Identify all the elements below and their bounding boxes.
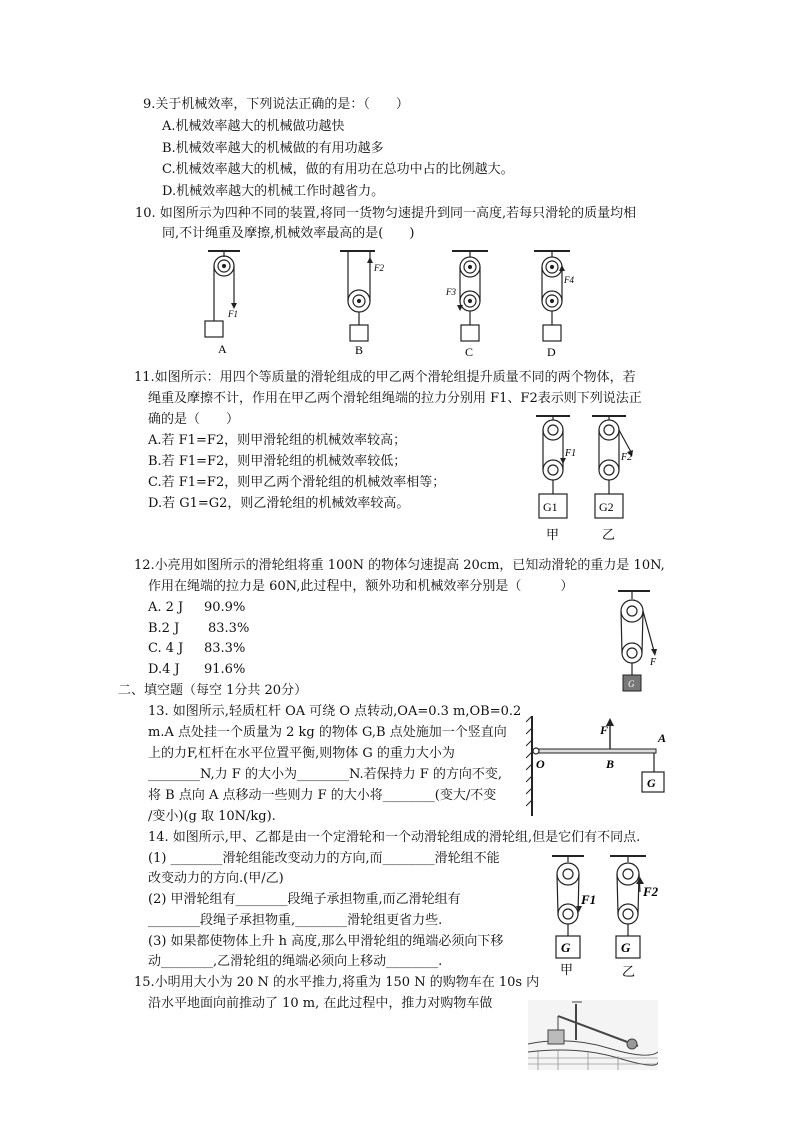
q11-force-f2: F2 xyxy=(621,452,633,463)
q10-force-f1: F1 xyxy=(228,309,238,319)
q9-option-b: B.机械效率越大的机械做的有用功越多 xyxy=(162,141,384,156)
q13-label-b: B xyxy=(606,757,615,771)
q12-stem-line2: 作用在绳端的拉力是 60N,此过程中，额外功和机械效率分别是（ ） xyxy=(148,579,574,594)
q13-line1: 13. 如图所示,轻质杠杆 OA 可绕 O 点转动,OA=0.3 m,OB=0.2 xyxy=(148,704,522,719)
q11-label-yi: 乙 xyxy=(602,527,616,542)
q14-sub1b: 改变动力的方向.(甲/乙) xyxy=(148,871,284,886)
q11-weight-g1: G1 xyxy=(543,500,558,514)
q11-option-c: C.若 F1=F2，则甲乙两个滑轮组的机械效率相等； xyxy=(148,475,446,490)
q10-stem-line1: 10. 如图所示为四种不同的装置,将同一货物匀速提升到同一高度,若每只滑轮的质量均相 xyxy=(135,206,637,221)
q14-force-f2: F2 xyxy=(643,884,659,899)
q14-pulley-figures xyxy=(548,852,668,980)
q10-label-a: A xyxy=(218,342,227,356)
q13-lever-figure xyxy=(526,712,668,824)
q15-line2: 沿水平地面向前推动了 10 m, 在此过程中，推力对购物车做 xyxy=(148,996,493,1011)
q11-pulley-figures xyxy=(530,412,650,546)
q11-option-b: B.若 F1=F2，则甲滑轮组的机械效率较低； xyxy=(148,454,407,469)
q10-label-b: B xyxy=(355,343,364,357)
q13-line3: 上的力F,杠杆在水平位置平衡,则物体 G 的重力大小为 xyxy=(148,746,455,761)
q12-option-c-value: 83.3% xyxy=(204,641,246,656)
q12-weight-g: G xyxy=(628,679,635,689)
section-2-title: 二、填空题（每空 1分共 20分） xyxy=(118,683,308,698)
q11-stem-line2: 绳重及摩擦不计，作用在甲乙两个滑轮组绳端的拉力分别用 F1、F2表示则下列说法正 xyxy=(148,391,642,406)
q10-force-f2: F2 xyxy=(374,263,384,273)
q13-label-a: A xyxy=(658,731,667,745)
q13-line6: /变小)(g 取 10N/kg). xyxy=(148,809,276,824)
q12-option-b-label: B.2 J xyxy=(148,621,180,636)
q10-label-d: D xyxy=(547,345,556,359)
q10-pulley-figures xyxy=(190,245,590,363)
q14-weight-yi: G xyxy=(621,940,631,955)
q11-label-jia: 甲 xyxy=(546,527,560,542)
q13-label-o: O xyxy=(536,757,545,771)
q14-label-jia: 甲 xyxy=(560,962,574,977)
q13-line2: m.A 点处挂一个质量为 2 kg 的物体 G,B 点处施加一个竖直向 xyxy=(148,725,507,740)
q12-stem-line1: 12.小亮用如图所示的滑轮组将重 100N 的物体匀速提高 20cm，已知动滑轮的重力是 10N, xyxy=(134,558,665,573)
q12-option-d-value: 91.6% xyxy=(204,662,246,677)
q14-sub1a: (1) ________滑轮组能改变动力的方向,而________滑轮组不能 xyxy=(148,851,500,866)
q14-label-yi: 乙 xyxy=(622,964,636,979)
q13-label-f: F xyxy=(600,723,609,737)
q11-option-a: A.若 F1=F2，则甲滑轮组的机械效率较高； xyxy=(148,433,407,448)
q11-weight-g2: G2 xyxy=(599,500,614,514)
q9-option-a: A.机械效率越大的机械做功越快 xyxy=(162,119,345,134)
q9-stem: 9.关于机械效率，下列说法正确的是：（ ） xyxy=(143,97,409,112)
q15-crane-illustration xyxy=(528,1000,658,1070)
q12-option-a-value: 90.9% xyxy=(204,600,246,615)
q9-option-d: D.机械效率越大的机械工作时越省力。 xyxy=(162,184,385,199)
q12-option-a-label: A. 2 J xyxy=(148,600,184,615)
q9-option-c: C.机械效率越大的机械，做的有用功在总功中占的比例越大。 xyxy=(162,162,514,177)
q12-pulley-figure xyxy=(612,587,662,695)
q12-option-b-value: 83.3% xyxy=(208,621,250,636)
q14-force-f1: F1 xyxy=(581,892,597,907)
q14-weight-jia: G xyxy=(561,940,571,955)
q13-label-g: G xyxy=(647,776,656,790)
q11-stem-line3: 确的是（ ） xyxy=(148,412,240,427)
q12-force-f: F xyxy=(650,657,657,668)
q15-line1: 15.小明用大小为 20 N 的水平推力,将重为 150 N 的购物车在 10s 内 xyxy=(134,975,540,990)
q14-line1: 14. 如图所示,甲、乙都是由一个定滑轮和一个动滑轮组成的滑轮组,但是它们有不同点. xyxy=(148,830,641,845)
q10-stem-line2: 同,不计绳重及摩擦,机械效率最高的是( ) xyxy=(162,226,415,241)
q14-sub3a: (3) 如果都使物体上升 h 高度,那么甲滑轮组的绳端必须向下移 xyxy=(148,934,504,949)
q14-sub2b: ________段绳子承担物重,________滑轮组更省力些. xyxy=(148,913,443,928)
q14-sub2a: (2) 甲滑轮组有________段绳子承担物重,而乙滑轮组有 xyxy=(148,892,461,907)
q10-force-f4: F4 xyxy=(564,275,574,285)
q11-option-d: D.若 G1=G2，则乙滑轮组的机械效率较高。 xyxy=(148,496,410,511)
q14-sub3b: 动________,乙滑轮组的绳端必须向上移动________. xyxy=(148,954,443,969)
q13-line4: ________N,力 F 的大小为________N.若保持力 F 的方向不变, xyxy=(148,767,503,782)
q12-option-d-label: D.4 J xyxy=(148,662,180,677)
q12-option-c-label: C. 4 J xyxy=(148,641,184,656)
q11-force-f1: F1 xyxy=(565,448,577,459)
q10-label-c: C xyxy=(465,345,474,359)
q11-stem-line1: 11.如图所示：用四个等质量的滑轮组成的甲乙两个滑轮组提升质量不同的两个物体，若 xyxy=(134,370,636,385)
q13-line5: 将 B 点向 A 点移动一些则力 F 的大小将________(变大/不变 xyxy=(148,788,497,803)
q10-force-f3: F3 xyxy=(446,287,456,297)
